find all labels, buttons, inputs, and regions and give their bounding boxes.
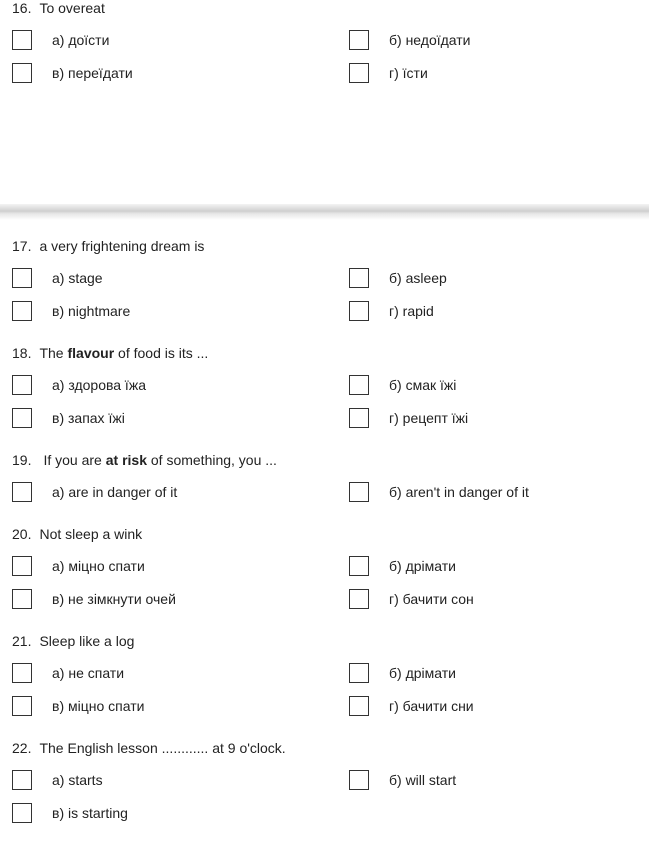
question-17 [12, 238, 204, 254]
option-label: г) бачити сни [389, 698, 474, 714]
question-number: 18. [12, 345, 32, 361]
checkbox[interactable] [349, 482, 369, 502]
question-19 [12, 452, 277, 468]
q18-option-a[interactable] [12, 374, 146, 396]
checkbox[interactable] [349, 30, 369, 50]
checkbox[interactable] [349, 556, 369, 576]
option-label: б) смак їжі [389, 377, 457, 393]
q17-option-b[interactable] [349, 267, 447, 289]
q17-option-d[interactable] [349, 300, 434, 322]
option-label: г) рецепт їжі [389, 410, 469, 426]
checkbox[interactable] [12, 556, 32, 576]
question-16 [12, 0, 105, 16]
question-text-before: The [39, 345, 68, 361]
question-number: 19. [12, 452, 32, 468]
q20-option-a[interactable] [12, 555, 145, 577]
checkbox[interactable] [349, 375, 369, 395]
question-number: 16. [12, 0, 32, 16]
checkbox[interactable] [12, 375, 32, 395]
q19-option-a[interactable] [12, 481, 177, 503]
question-keyword: flavour [67, 345, 115, 361]
option-label: а) starts [52, 772, 103, 788]
checkbox[interactable] [12, 63, 32, 83]
q16-option-b[interactable] [349, 29, 471, 51]
q22-option-a[interactable] [12, 769, 103, 791]
option-label: в) is starting [52, 805, 128, 821]
q17-option-c[interactable] [12, 300, 130, 322]
question-number: 22. [12, 740, 32, 756]
q18-option-c[interactable] [12, 407, 125, 429]
checkbox[interactable] [349, 589, 369, 609]
checkbox[interactable] [349, 301, 369, 321]
q22-option-c[interactable] [12, 802, 128, 824]
question-20 [12, 526, 142, 542]
question-text: Not sleep a wink [39, 526, 143, 542]
question-18 [12, 345, 208, 361]
checkbox[interactable] [349, 63, 369, 83]
option-label: б) дрімати [389, 558, 456, 574]
option-label: а) міцно спати [52, 558, 145, 574]
q16-option-a[interactable] [12, 29, 109, 51]
checkbox[interactable] [12, 301, 32, 321]
option-label: б) will start [389, 772, 457, 788]
option-label: в) запах їжі [52, 410, 125, 426]
checkbox[interactable] [12, 696, 32, 716]
question-number: 17. [12, 238, 32, 254]
q17-option-a[interactable] [12, 267, 103, 289]
option-label: б) недоїдати [389, 32, 471, 48]
checkbox[interactable] [12, 770, 32, 790]
question-keyword: at risk [105, 452, 147, 468]
q20-option-d[interactable] [349, 588, 474, 610]
q22-option-b[interactable] [349, 769, 456, 791]
checkbox[interactable] [12, 30, 32, 50]
checkbox[interactable] [12, 268, 32, 288]
question-number: 20. [12, 526, 32, 542]
q20-option-b[interactable] [349, 555, 456, 577]
q18-option-b[interactable] [349, 374, 456, 396]
q21-option-c[interactable] [12, 695, 144, 717]
option-label: г) rapid [389, 303, 434, 319]
checkbox[interactable] [349, 268, 369, 288]
option-label: а) не спати [52, 665, 125, 681]
option-label: в) nightmare [52, 303, 131, 319]
checkbox[interactable] [349, 663, 369, 683]
option-label: г) бачити сон [389, 591, 474, 607]
option-label: г) їсти [389, 65, 428, 81]
question-text: Sleep like a log [39, 633, 135, 649]
checkbox[interactable] [12, 408, 32, 428]
checkbox[interactable] [349, 408, 369, 428]
checkbox[interactable] [12, 663, 32, 683]
option-label: а) доїсти [52, 32, 110, 48]
q18-option-d[interactable] [349, 407, 468, 429]
q21-option-d[interactable] [349, 695, 474, 717]
option-label: а) stage [52, 270, 103, 286]
question-text-after: of something, you ... [146, 452, 277, 468]
checkbox[interactable] [12, 803, 32, 823]
option-label: в) не зімкнути очей [52, 591, 176, 607]
option-label: в) переїдати [52, 65, 133, 81]
option-label: б) aren't in danger of it [389, 484, 529, 500]
question-text-after: of food is its ... [114, 345, 209, 361]
checkbox[interactable] [12, 589, 32, 609]
question-text: The English lesson ............ at 9 o'clock. [39, 740, 286, 756]
q21-option-a[interactable] [12, 662, 124, 684]
question-text: a very frightening dream is [39, 238, 205, 254]
page-divider [0, 204, 649, 220]
q16-option-d[interactable] [349, 62, 428, 84]
option-label: а) are in danger of it [52, 484, 178, 500]
question-text: To overeat [39, 0, 105, 16]
question-text-before: If you are [43, 452, 106, 468]
option-label: а) здорова їжа [52, 377, 146, 393]
checkbox[interactable] [349, 696, 369, 716]
q19-option-b[interactable] [349, 481, 529, 503]
question-21 [12, 633, 134, 649]
q20-option-c[interactable] [12, 588, 176, 610]
checkbox[interactable] [12, 482, 32, 502]
q21-option-b[interactable] [349, 662, 456, 684]
checkbox[interactable] [349, 770, 369, 790]
question-22 [12, 740, 286, 756]
q16-option-c[interactable] [12, 62, 133, 84]
question-number: 21. [12, 633, 32, 649]
option-label: б) asleep [389, 270, 447, 286]
option-label: в) міцно спати [52, 698, 145, 714]
option-label: б) дрімати [389, 665, 456, 681]
